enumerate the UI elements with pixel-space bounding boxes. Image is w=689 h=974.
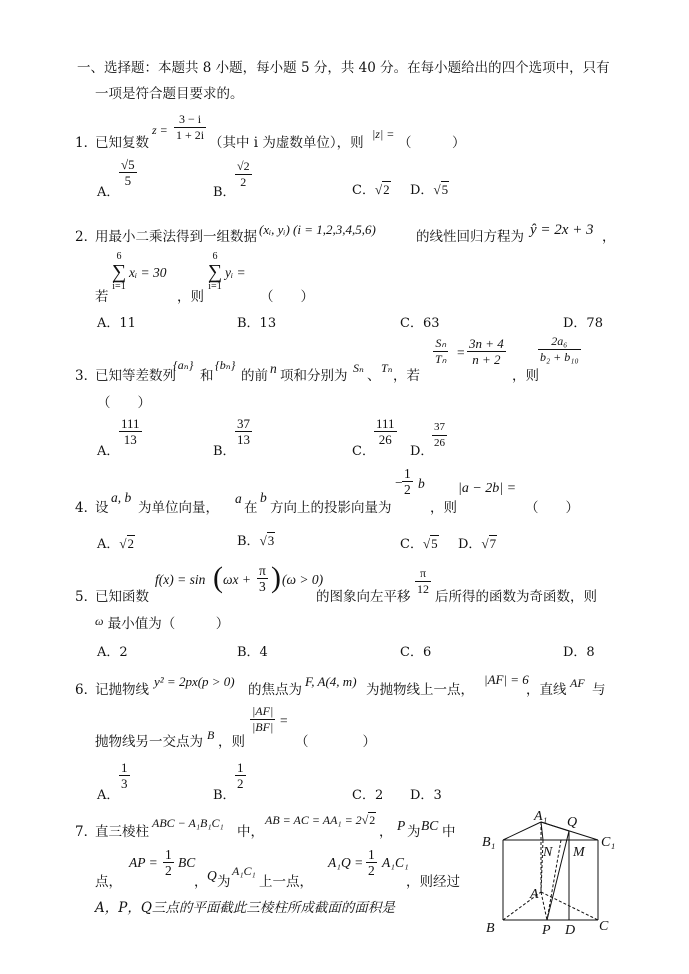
- q6-option-b-value: [235, 760, 246, 791]
- q7-prefix: 直三棱柱: [95, 824, 149, 840]
- q7-mid6: ，则经过: [406, 874, 460, 890]
- q2-prefix: 用最小二乘法得到一组数据: [95, 229, 257, 245]
- q3-if: ，若: [393, 368, 420, 384]
- q3-ask-den: b₂ + b₁₀: [540, 350, 579, 364]
- q1-z-equals: z =: [152, 123, 168, 137]
- q6-fa: F, A(4, m): [305, 674, 357, 689]
- q2-option-c[interactable]: C．63: [400, 316, 440, 331]
- sigma-icon: ∑: [207, 261, 223, 283]
- q6-paren: （ ）: [295, 734, 376, 750]
- q5-middle2: 后所得的函数为奇函数，则: [435, 589, 597, 605]
- q3-option-a-num: 111: [121, 416, 140, 431]
- q4-proj-b: b: [418, 476, 425, 491]
- q3-option-b-den: 13: [237, 432, 250, 447]
- q5-omega: ω: [95, 614, 104, 628]
- q3-paren: （ ）: [97, 395, 151, 411]
- q3-ratio-den: Tₙ: [435, 352, 447, 366]
- q6-option-d-value: 3: [433, 788, 442, 803]
- q6-option-a-value: [119, 760, 130, 791]
- q4-a: a: [235, 491, 242, 506]
- q6-option-a[interactable]: [97, 760, 157, 803]
- q3-option-c[interactable]: [352, 416, 412, 459]
- q7-bc: BC: [421, 818, 439, 833]
- q1-option-a-num: √5: [121, 157, 135, 172]
- q7-ap: AP =: [129, 855, 158, 870]
- q6-middle4: 与: [592, 682, 606, 698]
- q6-ratio-den: |BF|: [252, 720, 274, 734]
- q7-ap-num: 1: [165, 847, 172, 862]
- q3-option-c-den: 26: [378, 432, 392, 447]
- q5-shift-frac: [415, 566, 431, 597]
- q2-option-d[interactable]: D．78: [563, 316, 603, 331]
- q5-close-paren: ): [271, 561, 281, 594]
- q6-line2: [95, 704, 495, 750]
- q2-sum2-expr: yᵢ =: [225, 265, 246, 280]
- q1-option-c-value: √2: [374, 182, 390, 197]
- q1-option-d-radicand: 5: [441, 182, 449, 197]
- q2-option-a[interactable]: A．11: [97, 316, 136, 331]
- q4-middle: 为单位向量，: [138, 500, 219, 516]
- q6-equals: =: [280, 713, 288, 728]
- q2-sum1: [111, 252, 127, 292]
- label-d: D: [565, 923, 576, 938]
- q4-option-c-radicand: 5: [431, 536, 438, 551]
- q7-line2: [95, 847, 460, 890]
- q3-middle2: 项和分别为: [280, 368, 348, 384]
- q6-option-a-num: 1: [121, 760, 128, 775]
- q3-n: n: [270, 361, 277, 376]
- q7-line2-prefix: 点，: [95, 874, 122, 890]
- q7-mid4: 为: [217, 874, 231, 890]
- label-c1: C₁: [601, 835, 616, 850]
- q6-option-c-value: 2: [374, 788, 384, 803]
- q2-number: 2．: [75, 229, 98, 245]
- q4-proj-num: 1: [404, 466, 411, 481]
- q7-ap-frac: [163, 847, 174, 878]
- q3-middle: 的前: [241, 368, 268, 384]
- label-a: A: [530, 887, 539, 902]
- q7-mid5: 上一点，: [259, 874, 313, 890]
- q5-arg: ωx +: [223, 572, 252, 587]
- q6-line2-prefix: 抛物线另一交点为: [95, 734, 203, 750]
- q6-option-b-label: B．: [213, 788, 236, 803]
- q3-tn: Tₙ: [381, 361, 393, 375]
- label-a1: A₁: [534, 809, 548, 824]
- q5-line2: [95, 612, 229, 632]
- q5-open-paren: (: [213, 561, 223, 594]
- q5-prefix: 已知函数: [95, 589, 149, 605]
- q1-option-b-value: [235, 159, 252, 190]
- q5-number: 5．: [75, 589, 98, 605]
- question-2: [75, 222, 635, 246]
- q4-option-a-value: √2: [119, 536, 135, 551]
- q7-number: 7．: [75, 824, 98, 840]
- q6-middle3: ，直线: [526, 682, 567, 698]
- q3-then: ，则: [512, 368, 539, 384]
- q1-prefix: 已知复数: [95, 135, 149, 151]
- q1-option-d-value: √5: [433, 182, 449, 197]
- q6-prefix: 记抛物线: [95, 682, 149, 698]
- q5-pi-den: 3: [259, 579, 266, 594]
- q7-a1c1: A₁C₁: [232, 864, 256, 878]
- q1-option-c-radicand: 2: [383, 182, 390, 197]
- q4-proj-sign: −: [395, 475, 403, 490]
- q2-line2: [95, 251, 495, 305]
- q7-sep: ，: [194, 874, 208, 890]
- q4-proj-frac: [402, 466, 413, 497]
- q4-option-b-value: √3: [259, 533, 275, 548]
- q1-fraction: [174, 112, 206, 143]
- q1-option-c-label: C．: [352, 183, 375, 198]
- q2-middle: 的线性回归方程为: [416, 229, 524, 245]
- q7-mid3: 中: [442, 824, 456, 840]
- q4-paren: （ ）: [525, 500, 579, 516]
- q3-ratio-num: Sₙ: [433, 336, 448, 352]
- q3-option-c-value: [374, 416, 397, 447]
- q6-option-c-label: C．: [352, 788, 375, 803]
- q3-and: 和: [200, 368, 214, 384]
- q6-option-b-num: 1: [237, 760, 244, 775]
- q3-bn: {bₙ}: [215, 358, 236, 372]
- q6-option-c[interactable]: [352, 784, 383, 803]
- q5-option-c[interactable]: C．6: [400, 645, 432, 660]
- q2-sum2-bottom: i=1: [208, 281, 222, 292]
- q3-rhs: [467, 336, 506, 367]
- q2-sum2-top: 6: [212, 251, 218, 262]
- q2-sum1-expr: xᵢ = 30: [129, 265, 167, 280]
- q7-mid2: 为: [407, 824, 421, 840]
- q6-middle: 的焦点为: [248, 682, 302, 698]
- q1-option-b-num: √2: [237, 159, 250, 173]
- q3-option-b-value: [235, 416, 252, 447]
- q6-number: 6．: [75, 682, 98, 698]
- q5-shift-den: 12: [417, 582, 429, 596]
- q7-eq1-radicand: 2: [369, 813, 376, 827]
- q1-option-a[interactable]: [97, 157, 157, 200]
- q1-option-d-label: D．: [410, 183, 434, 198]
- q2-comma: ，: [602, 229, 616, 245]
- q6-option-a-den: 3: [121, 776, 128, 791]
- q6-af-line: AF: [570, 676, 585, 690]
- q1-abs-z: |z| =: [372, 127, 395, 141]
- q5-option-d[interactable]: D．8: [563, 645, 595, 660]
- q7-a1q: A₁Q =: [328, 855, 364, 870]
- question-4: [75, 466, 635, 516]
- q1-option-d[interactable]: [410, 179, 449, 198]
- question-6: [75, 672, 635, 698]
- q7-eq1-sqrt: √2: [361, 813, 376, 827]
- q3-option-b[interactable]: [213, 416, 273, 459]
- q1-option-b[interactable]: [213, 157, 273, 200]
- q3-option-b-num: 37: [237, 416, 250, 431]
- q7-a1q-num: 1: [368, 847, 375, 862]
- q6-equation: y² = 2px(p > 0): [154, 674, 235, 689]
- q1-option-a-value: [119, 157, 137, 188]
- q6-ratio-num: |AF|: [252, 704, 274, 718]
- q2-paren: （ ）: [260, 289, 314, 305]
- q3-option-d-value: [432, 420, 447, 451]
- q3-rhs-den: n + 2: [472, 352, 501, 367]
- q1-number: 1．: [75, 135, 98, 151]
- q3-rhs-num: 3n + 4: [469, 336, 504, 351]
- q3-equals: =: [457, 345, 465, 360]
- q4-option-d-radicand: 7: [489, 536, 497, 551]
- q5-option-b[interactable]: B．4: [237, 645, 268, 660]
- q4-prefix: 设: [95, 500, 109, 516]
- q3-option-a-label: A．: [97, 444, 120, 459]
- q7-eq1-text: AB = AC = AA₁ = 2: [265, 813, 362, 827]
- q3-sn: Sₙ: [353, 361, 364, 375]
- q3-option-a-value: [119, 416, 142, 447]
- q4-option-b[interactable]: [237, 530, 275, 549]
- question-5: [75, 563, 635, 607]
- q7-a1q-a1c1: A₁C₁: [382, 855, 409, 870]
- q1-frac-den: 1 + 2i: [176, 128, 205, 142]
- q4-option-d-label: D．: [458, 537, 482, 552]
- q6-af: |AF| = 6: [484, 672, 529, 687]
- label-m: M: [573, 845, 585, 860]
- q4-ask: |a − 2b| =: [458, 481, 517, 496]
- q7-a1q-den: 2: [368, 863, 375, 878]
- q4-option-c-value: √5: [422, 536, 438, 551]
- q6-option-d[interactable]: [410, 784, 442, 803]
- q7-ap-den: 2: [165, 863, 172, 878]
- q4-b: b: [260, 490, 267, 505]
- q6-option-a-label: A．: [97, 788, 120, 803]
- q7-eq1: [265, 813, 376, 828]
- q5-option-a[interactable]: A．2: [97, 645, 128, 660]
- q3-option-d-den: 26: [434, 437, 445, 449]
- line-a-p: [541, 892, 547, 920]
- q7-prism: ABC − A₁B₁C₁: [152, 816, 224, 830]
- q3-sep: 、: [367, 368, 381, 384]
- question-7: [75, 810, 475, 840]
- sigma-icon: ∑: [111, 261, 127, 283]
- q1-paren: （ ）: [398, 135, 466, 151]
- q3-prefix: 已知等差数列: [95, 368, 176, 384]
- q6-then: ，则: [218, 734, 245, 750]
- q5-shift-num: π: [415, 566, 431, 582]
- q5-pi-frac: [257, 563, 268, 594]
- q5-f: f(x) = sin: [155, 572, 206, 587]
- label-c: C: [599, 919, 609, 934]
- q2-sum2: [207, 252, 223, 292]
- q3-an: {aₙ}: [173, 358, 194, 372]
- q4-option-c[interactable]: [400, 533, 439, 552]
- q3-option-d-num: 37: [432, 420, 447, 436]
- q1-option-b-den: 2: [240, 175, 247, 189]
- q3-ask-num: 2a₆: [538, 334, 581, 350]
- prism-figure: [470, 808, 650, 948]
- q5-ask: 最小值为（ ）: [107, 616, 230, 632]
- q7-in: 中，: [237, 824, 264, 840]
- q1-option-c[interactable]: [352, 179, 391, 198]
- q4-in: 在: [244, 500, 258, 516]
- q3-ratio: [433, 336, 448, 367]
- q4-option-a-radicand: 2: [127, 536, 135, 551]
- q3-option-c-num: 111: [376, 416, 395, 431]
- q6-middle2: 为抛物线上一点，: [366, 682, 474, 698]
- q1-middle: （其中 i 为虚数单位），则: [209, 135, 364, 151]
- q3-option-c-label: C．: [352, 444, 375, 459]
- label-b: B: [486, 921, 495, 936]
- q1-option-b-label: B．: [213, 185, 236, 200]
- q3-option-d-label: D．: [410, 444, 434, 459]
- q4-vectors: a, b: [111, 490, 132, 505]
- q7-a1q-frac: [366, 847, 377, 878]
- q2-data: (xᵢ, yᵢ) (i = 1,2,3,4,5,6): [259, 222, 376, 237]
- q3-option-b-label: B．: [213, 444, 236, 459]
- label-n: N: [543, 845, 553, 860]
- q3-option-a-den: 13: [123, 432, 137, 447]
- q7-line3: A，P，Q三点的平面截此三棱柱所成截面的面积是: [95, 900, 395, 916]
- q4-option-a-label: A．: [97, 537, 120, 552]
- question-3: [75, 334, 635, 384]
- q6-option-b-den: 2: [237, 776, 244, 791]
- section-header-line1: 一、选择题：本题共 8 小题，每小题 5 分，共 40 分。在每小题给出的四个选项中，只有: [77, 60, 610, 76]
- q4-option-b-radicand: 3: [267, 533, 275, 548]
- q2-then: ，则: [177, 289, 204, 305]
- q5-pi-num: π: [259, 563, 266, 578]
- q2-sum1-bottom: i=1: [112, 281, 126, 292]
- q4-option-b-label: B．: [237, 534, 260, 549]
- label-b1: B₁: [482, 835, 496, 850]
- q6-ratio: [250, 704, 275, 735]
- q3-number: 3．: [75, 368, 98, 384]
- q4-option-d-value: √7: [481, 536, 497, 551]
- q7-p: P: [397, 818, 406, 833]
- q1-frac-num: 3 − i: [174, 112, 206, 128]
- q4-then: ，则: [430, 500, 457, 516]
- q1-option-a-label: A．: [97, 185, 120, 200]
- q7-mid: ，: [379, 824, 393, 840]
- q2-sum1-top: 6: [116, 251, 122, 262]
- q4-proj-den: 2: [404, 482, 411, 497]
- q5-condition: (ω > 0): [282, 572, 324, 587]
- q7-q: Q: [207, 868, 217, 883]
- q4-number: 4．: [75, 500, 98, 516]
- q3-option-a[interactable]: [97, 416, 157, 459]
- q4-option-c-label: C．: [400, 537, 423, 552]
- q3-ask: [538, 334, 581, 365]
- section-header-line2: 一项是符合题目要求的。: [95, 86, 244, 102]
- q5-middle: 的图象向左平移: [316, 589, 411, 605]
- edge-b1-a1: [503, 822, 541, 840]
- q7-ap-bc: BC: [178, 855, 196, 870]
- q6-option-d-label: D．: [410, 788, 434, 803]
- q1-option-a-den: 5: [124, 173, 132, 188]
- q2-if: 若: [95, 289, 109, 305]
- q4-option-a[interactable]: [97, 533, 135, 552]
- q6-b: B: [207, 728, 215, 742]
- q4-middle2: 方向上的投影向量为: [270, 500, 392, 516]
- q2-option-b[interactable]: B．13: [237, 316, 277, 331]
- q2-equation: ŷ = 2x + 3: [530, 222, 594, 238]
- q4-option-d[interactable]: [458, 533, 497, 552]
- label-p: P: [542, 923, 551, 938]
- label-q: Q: [567, 815, 578, 830]
- q3-option-d[interactable]: [410, 416, 470, 459]
- q6-option-b[interactable]: [213, 760, 273, 803]
